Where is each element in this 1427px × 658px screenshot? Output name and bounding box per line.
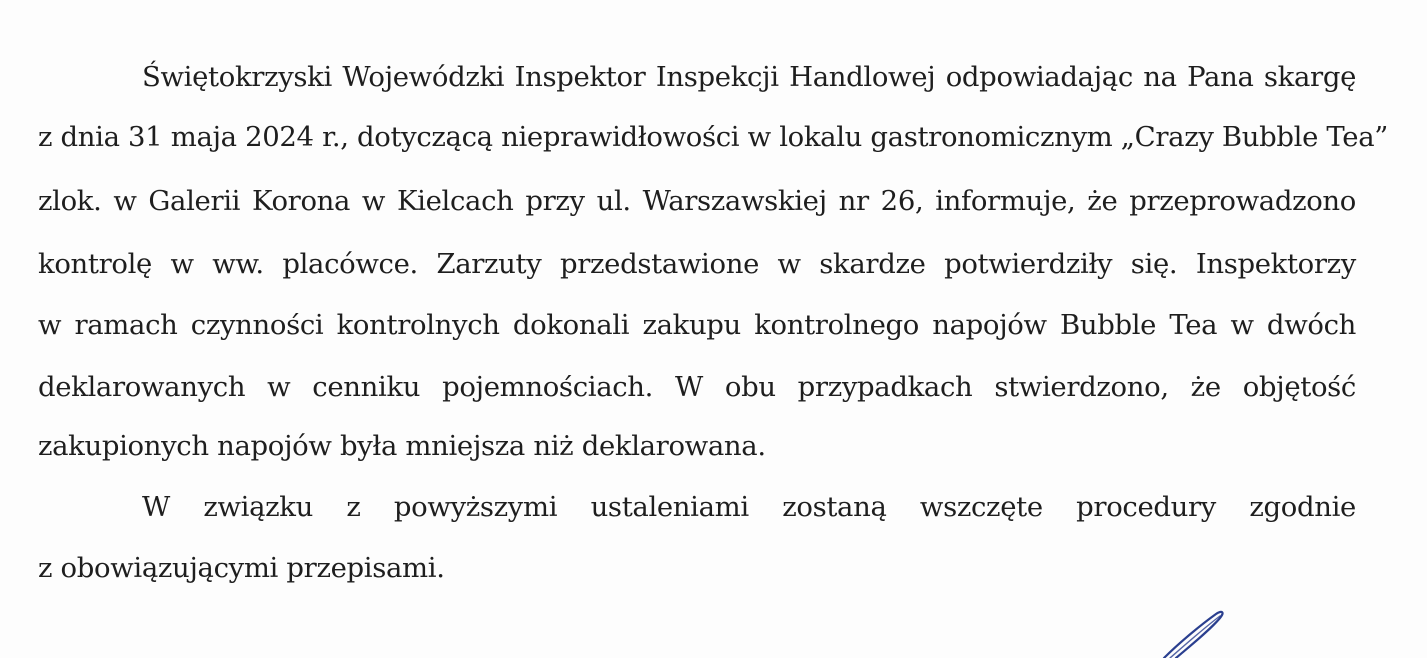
signature-stroke: [1150, 608, 1240, 658]
paragraph-2-line-1: W związku z powyższymi ustaleniami zostaną wszczęte procedury zgodnie: [142, 491, 1356, 523]
paragraph-1-line-5: w ramach czynności kontrolnych dokonali zakupu kontrolnego napojów Bubble Tea w dwóch: [38, 309, 1356, 341]
paragraph-2-line-2: z obowiązującymi przepisami.: [38, 552, 445, 584]
paragraph-1-line-3: zlok. w Galerii Korona w Kielcach przy ul. Warszawskiej nr 26, informuje, że przeprowadzono: [38, 185, 1356, 217]
paragraph-1-line-1: Świętokrzyski Wojewódzki Inspektor Inspekcji Handlowej odpowiadając na Pana skargę: [142, 61, 1356, 93]
paragraph-1-line-6: deklarowanych w cenniku pojemnościach. W obu przypadkach stwierdzono, że objętość: [38, 371, 1356, 403]
paragraph-1-line-7: zakupionych napojów była mniejsza niż deklarowana.: [38, 430, 766, 462]
paragraph-1-line-4: kontrolę w ww. placówce. Zarzuty przedstawione w skardze potwierdziły się. Inspektorzy: [38, 248, 1356, 280]
paragraph-1-line-2: z dnia 31 maja 2024 r., dotyczącą nieprawidłowości w lokalu gastronomicznym „Crazy Bubble Tea”: [38, 121, 1388, 153]
